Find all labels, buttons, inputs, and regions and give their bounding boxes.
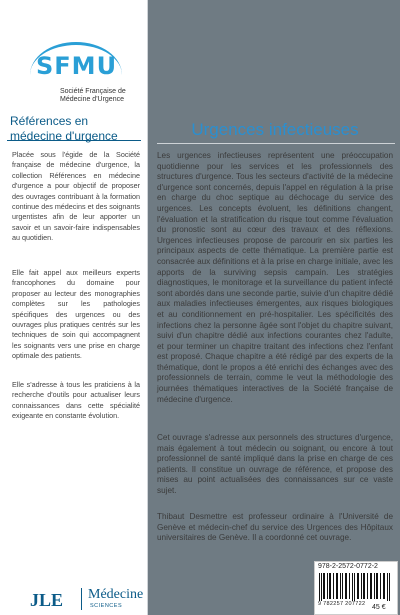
- publisher-sciences: SCIENCES: [90, 603, 123, 609]
- left-paragraph-2: Elle fait appel aux meilleurs experts francophones du domaine pour proposer au lecteur des monographies complètes sur les pathologies spécifiques des urgences ou des ouvrages plus pratiques centrés sur les techniques de soin qui accompagnent les soignants vers une prise en charge optimale des patients.: [12, 268, 140, 361]
- logo-subtitle-line2: Médecine d'Urgence: [60, 96, 124, 103]
- publisher-separator: [81, 588, 82, 610]
- divider: [7, 140, 141, 141]
- isbn-number: 978-2-2572-0772-2: [318, 563, 378, 570]
- publisher-medecine: Médecine: [88, 587, 144, 602]
- body-paragraph-2: Cet ouvrage s'adresse aux personnels des structures d'urgence, mais également à tout médecin ou soignant, ou encore à tout professionnel de santé impliqué dans la prise en charge de ces patients. Il constitue un ouvrage de référence, et propose des mises au point actualisées des connaissances sur ce vaste sujet.: [157, 433, 393, 495]
- barcode-digits: 9 782257 207722: [318, 601, 366, 607]
- left-paragraph-1: Placée sous l'égide de la Société française de médecine d'urgence, la collection Références en médecine d'urgence a pour objectif de proposer des ouvrages contribuant à la formation continue des médecins et des soignants urgentistes afin de leur apporter un savoir et un savoir-faire indispensables au quotidien.: [12, 150, 140, 243]
- sfmu-logo: [30, 42, 126, 103]
- price: 45 €: [372, 604, 386, 611]
- left-column: [0, 0, 147, 615]
- book-title: Urgences infectieuses: [191, 120, 359, 139]
- jle-logo: JLE: [30, 590, 64, 610]
- logo-subtitle: [60, 88, 140, 104]
- title-divider: [157, 143, 395, 144]
- body-paragraph-1: Les urgences infectieuses représentent une préoccupation quotidienne pour les services et les professionnels des structures d'urgence. Tous les secteurs d'activité de la médecine d'urgence sont concernés, depuis l'appel en régulation à la prise en charge du choc septique au déchocage du service des urgences. Les concepts évoluent, les définitions changent, l'évaluation et la stratification du risque tout comme l'évaluation du pronostic sont au cœur des travaux et des réflexions. Urgences infectieuses propose de parcourir en six parties les principaux aspects de cette thématique. La première partie est consacrée aux définitions et à la prise en charge initiale, avec les apports de la surviving sepsis campain. Les stratégies diagnostiques, le monitorage et la surveillance du patient infecté sont abordés dans une seconde partie, suivie d'un chapitre dédié aux maladies infectieuses émergentes, aux risques biologiques et au conditionnement en pré-hospitalier. Les spécificités des infections chez la personne âgée sont l'objet du chapitre suivant, suivi d'un chapitre dédié aux infections courantes chez l'adulte, et pour terminer un chapitre traitant des infections chez l'enfant est proposé. Chaque chapitre a été rédigé par des experts de la thématique, dont le propos a été enrichi des échanges avec des professionnels de terrain, comme le veut la méthodologie des journées thématiques interactives de la Société française de médecine d'urgence.: [157, 151, 393, 404]
- left-paragraph-3: Elle s'adresse à tous les praticiens à la recherche d'outils pour actualiser leurs connaissances dans cette spécialité exigeante en constante évolution.: [12, 380, 140, 421]
- series-title: Références en médecine d'urgence: [10, 114, 118, 143]
- column-divider: [147, 0, 148, 615]
- logo-text: SFMU: [36, 52, 118, 80]
- barcode: [318, 573, 392, 601]
- logo-subtitle-line1: Société Française de: [60, 88, 126, 95]
- author-bio: Thibaut Desmettre est professeur ordinaire à l'Université de Genève et médecin-chef du service des Urgences des Hôpitaux universitaires de Genève. Il a coordonné cet ouvrage.: [157, 512, 393, 543]
